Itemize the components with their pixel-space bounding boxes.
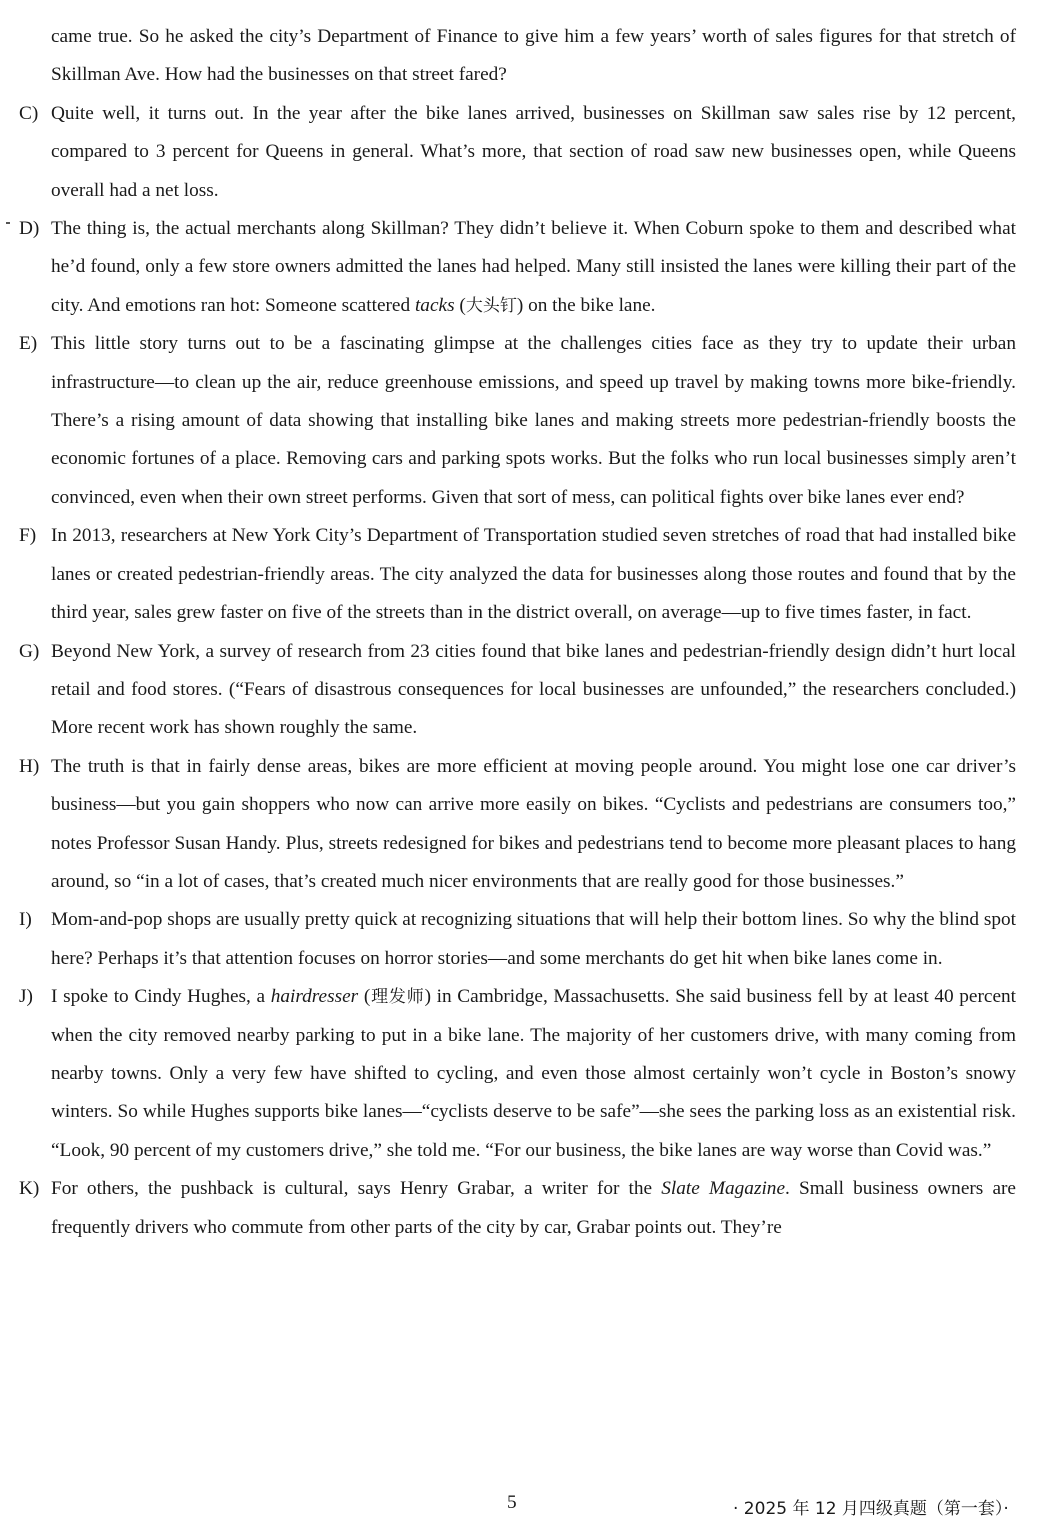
paragraph-j [0,978,1053,1170]
paragraph-text: For others, the pushback is cultural, says Henry Grabar, a writer for the [51,1178,662,1200]
italic-term: Slate Magazine [661,1178,785,1200]
paragraph-d [0,210,1053,325]
paragraph-label: F) [19,525,37,547]
paragraph-text: ) in Cambridge, Massachusetts. She said business fell by at least 40 percent when the city removed nearby parking to put in a bike lane. The majority of her customers drive, with many coming from nearby towns. Only a very few have shifted to cycling, and even those almost certainly won’t cycle in Boston’s snowy winters. So while Hughes supports bike lanes—“cyclists deserve to be safe”—she sees the parking loss as an existential risk. “Look, 90 percent of my customers drive,” she told me. “For our business, the bike lanes are way worse than Covid was.” [51,986,1017,1161]
paragraph-text: Beyond New York, a survey of research from 23 cities found that bike lanes and pedestrian-friendly design didn’t hurt local retail and food stores. (“Fears of disastrous consequences for local businesses are unfounded,” the researchers concluded.) More recent work has shown roughly the same. [51,640,1016,739]
paragraph-label: C) [19,102,39,124]
paragraph-text: ) on the bike lane. [516,294,656,316]
paragraph-h [0,748,1053,902]
paragraph-k [0,1170,1053,1247]
margin-mark [6,222,10,224]
chinese-gloss: 大头钉 [465,295,517,316]
paragraph-label: K) [19,1178,40,1200]
exam-source-label: · 2025 年 12 月四级真题（第一套）· [733,1499,1009,1519]
italic-term: tacks [414,294,455,316]
paragraph-text: I spoke to Cindy Hughes, a [51,986,271,1008]
paragraph-text: ( [454,294,466,316]
paragraph-label: J) [19,986,33,1008]
paragraph-continued [0,18,1053,95]
paragraph-f [0,517,1053,632]
paragraph-text: In 2013, researchers at New York City’s Department of Transportation studied seven stretches of road that had installed bike lanes or created pedestrian-friendly areas. The city analyzed the data for businesses along those routes and found that by the third year, sales grew faster on five of the streets than in the district overall, on average—up to five times faster, in fact. [51,525,1016,624]
paragraph-text: The truth is that in fairly dense areas, bikes are more efficient at moving people around. You might lose one car driver’s business—but you gain shoppers who now can arrive more easily on bikes. “Cyclists and pedestrians are consumers too,” notes Professor Susan Handy. Plus, streets redesigned for bikes and pedestrians tend to become more pleasant places to hang around, so “in a lot of cases, that’s created much nicer environments that are really good for those businesses.” [51,755,1016,892]
paragraph-label: H) [19,755,40,777]
paragraph-c [0,95,1053,210]
paragraph-i [0,901,1053,978]
chinese-gloss: 理发师 [370,987,425,1008]
paragraph-text: ( [358,986,371,1008]
paragraph-label: I) [19,909,32,931]
paragraph-text: came true. So he asked the city’s Department of Finance to give him a few years’ worth of sales figures for that stretch of Skillman Ave. How had the businesses on that street fared? [51,26,1016,86]
paragraph-text: Quite well, it turns out. In the year after the bike lanes arrived, businesses on Skillman saw sales rise by 12 percent, compared to 3 percent for Queens in general. What’s more, that section of road saw new businesses open, while Queens overall had a net loss. [51,102,1016,201]
paragraph-g [0,633,1053,748]
paragraph-text: The thing is, the actual merchants along Skillman? They didn’t believe it. When Coburn spoke to them and described what he’d found, only a few store owners admitted the lanes had helped. Many still insisted the lanes were killing their part of the city. And emotions ran hot: Someone scattered [51,218,1016,316]
paragraph-text: Mom-and-pop shops are usually pretty quick at recognizing situations that will help their bottom lines. So why the blind spot here? Perhaps it’s that attention focuses on horror stories—and some merchants do get hit when bike lanes come in. [51,909,1016,969]
paragraph-label: D) [19,218,40,240]
paragraph-label: G) [19,640,40,662]
paragraph-label: E) [19,333,38,355]
paragraph-e [0,325,1053,517]
exam-passage [0,18,1053,1247]
italic-term: hairdresser [270,986,359,1008]
page-number: 5 [507,1492,517,1513]
paragraph-text: This little story turns out to be a fascinating glimpse at the challenges cities face as they try to update their urban infrastructure—to clean up the air, reduce greenhouse emissions, and speed up travel by making towns more bike-friendly. There’s a rising amount of data showing that installing bike lanes and making streets more pedestrian-friendly boosts the economic fortunes of a place. Removing cars and parking spots works. But the folks who run local businesses simply aren’t convinced, even when their own street performs. Given that sort of mess, can political fights over bike lanes ever end? [51,333,1016,508]
paragraph-text: . Small business owners are frequently drivers who commute from other parts of the city by car, Grabar points out. They’re [51,1178,1016,1238]
